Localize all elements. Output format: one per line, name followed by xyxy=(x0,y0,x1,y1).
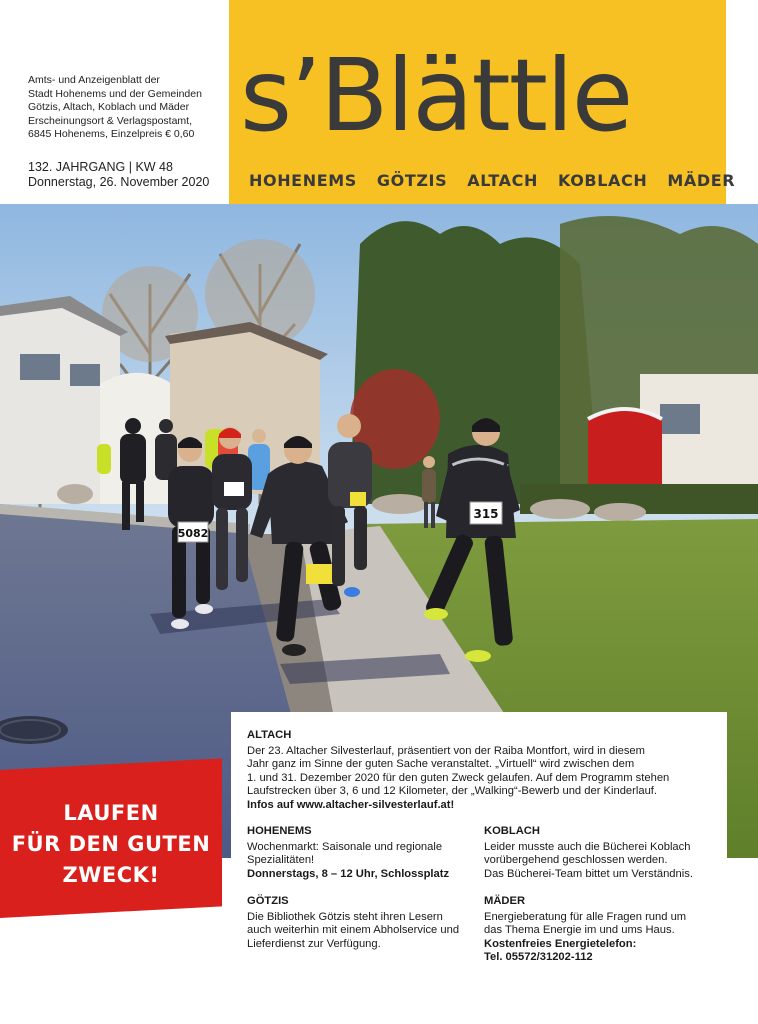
publisher-line: Erscheinungsort & Verlagspostamt, xyxy=(28,114,193,127)
publisher-info xyxy=(28,74,228,142)
article-line: Wochenmarkt: Saisonale und regionale xyxy=(247,840,443,853)
callout-line: LAUFEN xyxy=(63,801,159,825)
article-line: Spezialitäten! xyxy=(247,854,315,867)
article-line: das Thema Energie im und ums Haus. xyxy=(484,924,675,937)
publisher-line: Götzis, Altach, Koblach und Mäder xyxy=(28,101,190,114)
town-name: HOHENEMS xyxy=(249,171,357,190)
article-heading: HOHENEMS xyxy=(247,825,312,837)
town-name: GÖTZIS xyxy=(376,171,448,190)
article-link-line: Infos auf www.altacher-silvesterlauf.at! xyxy=(247,798,455,811)
town-list xyxy=(249,171,735,190)
bib-number-315: 315 xyxy=(473,507,499,521)
article-line: vorübergehend geschlossen werden. xyxy=(484,854,668,867)
town-name: ALTACH xyxy=(467,171,538,190)
date-line: Donnerstag, 26. November 2020 xyxy=(28,175,210,189)
headline-callout-text xyxy=(0,798,222,891)
publisher-line: Amts- und Anzeigenblatt der xyxy=(28,74,160,86)
article-altach xyxy=(247,729,717,813)
article-line: Das Bücherei-Team bittet um Verständnis. xyxy=(484,867,693,880)
article-heading: GÖTZIS xyxy=(247,895,289,907)
article-line: 1. und 31. Dezember 2020 für den guten Zweck gelaufen. Auf dem Programm stehen xyxy=(247,771,670,784)
callout-line: ZWECK! xyxy=(62,863,160,887)
publisher-line: Stadt Hohenems und der Gemeinden xyxy=(28,87,202,100)
article-bold-line: Kostenfreies Energietelefon: xyxy=(484,937,637,950)
town-name: MÄDER xyxy=(667,171,736,190)
article-line: Der 23. Altacher Silvesterlauf, präsentiert von der Raiba Montfort, wird in diesem xyxy=(247,744,645,757)
issue-info xyxy=(28,160,228,190)
article-koblach xyxy=(484,825,724,881)
article-line: Jahr ganz im Sinne der guten Sache veranstaltet. „Virtuell“ wird zwischen dem xyxy=(247,758,635,771)
article-line: Lieferdienst zur Verfügung. xyxy=(247,937,381,950)
town-name: KOBLACH xyxy=(557,171,648,190)
article-line: Die Bibliothek Götzis steht ihren Lesern xyxy=(247,910,443,923)
article-heading: ALTACH xyxy=(247,729,292,741)
article-goetzis xyxy=(247,895,479,951)
article-line: Energieberatung für alle Fragen rund um xyxy=(484,910,687,923)
article-heading: KOBLACH xyxy=(484,825,540,837)
issue-line: 132. JAHRGANG | KW 48 xyxy=(28,160,173,174)
article-line: auch weiterhin mit einem Abholservice und xyxy=(247,924,460,937)
article-hohenems xyxy=(247,825,479,881)
callout-line: FÜR DEN GUTEN xyxy=(11,832,211,856)
article-bold-line: Donnerstags, 8 – 12 Uhr, Schlossplatz xyxy=(247,867,450,880)
article-maeder xyxy=(484,895,724,965)
newspaper-logo: s’Blättle xyxy=(240,37,632,154)
article-line: Laufstrecken über 3, 6 und 12 Kilometer, der „Walking“-Bewerb und der Kinderlauf. xyxy=(247,785,658,798)
bib-number-5082: 5082 xyxy=(177,527,209,540)
article-bold-line: Tel. 05572/31202-112 xyxy=(484,951,593,964)
article-line: Leider musste auch die Bücherei Koblach xyxy=(484,840,691,853)
article-heading: MÄDER xyxy=(484,895,526,907)
publisher-line: 6845 Hohenems, Einzelpreis € 0,60 xyxy=(28,128,195,141)
